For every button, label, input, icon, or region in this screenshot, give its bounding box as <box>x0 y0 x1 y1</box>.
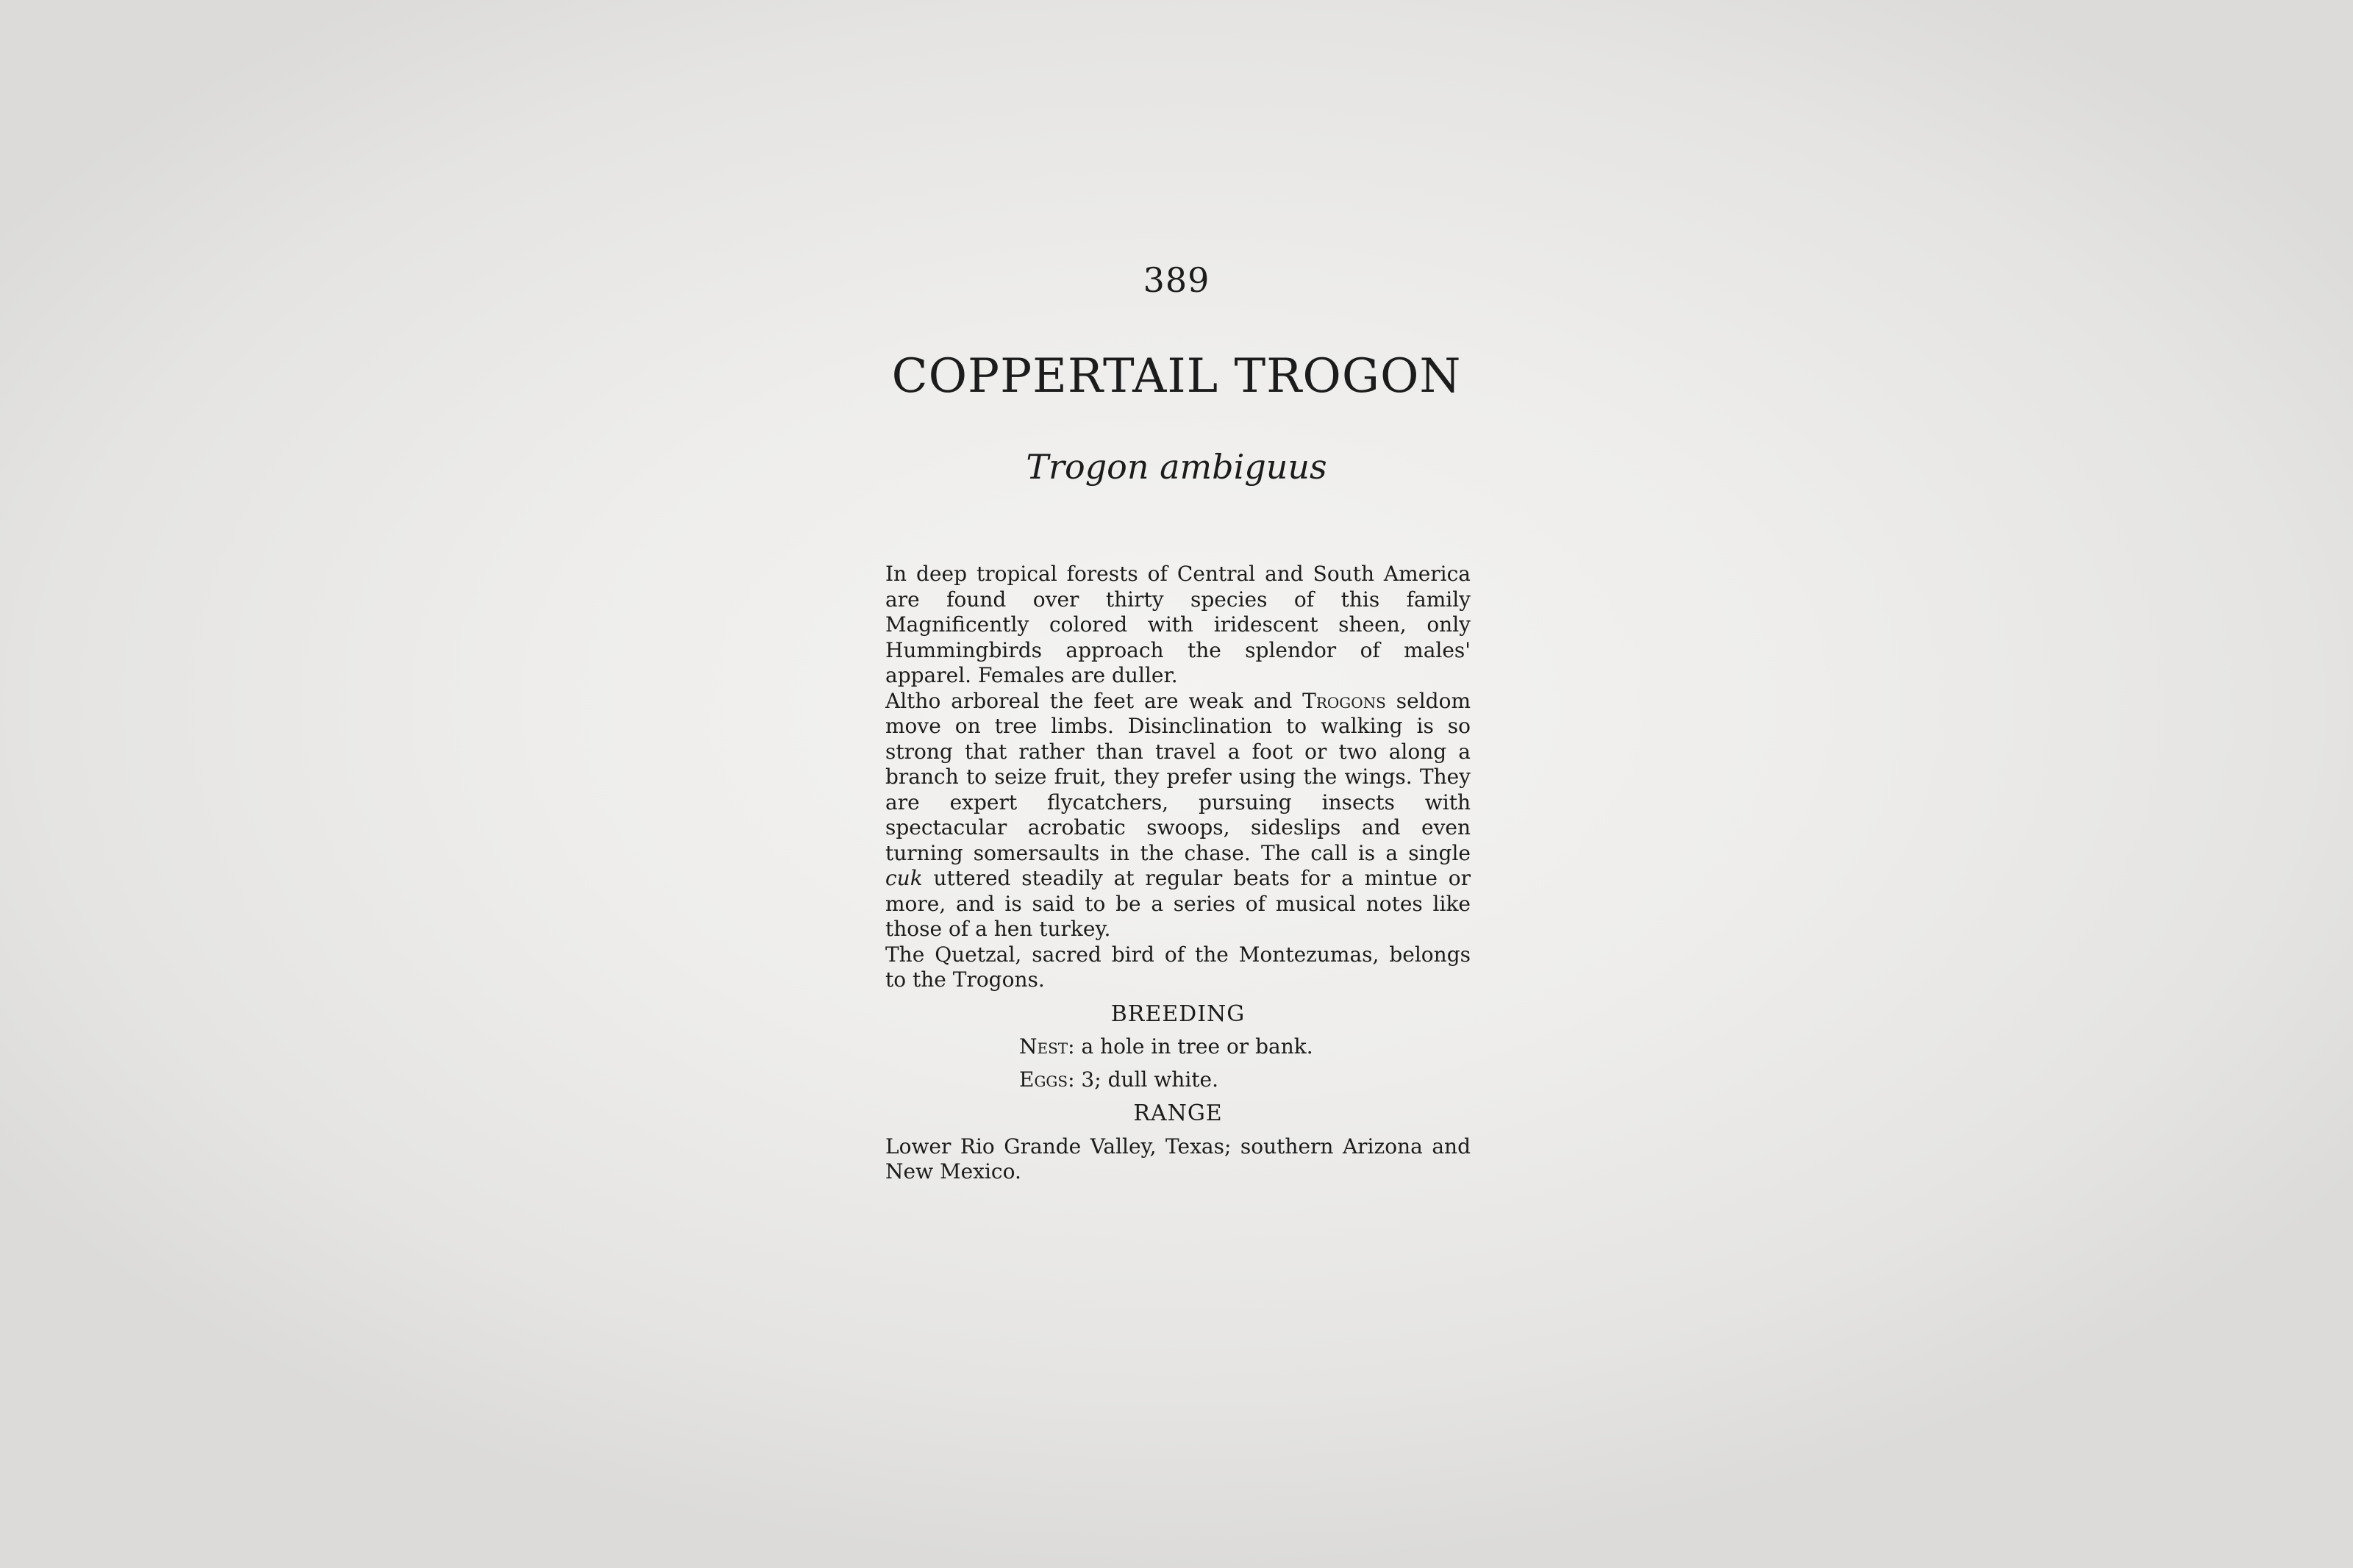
nest-line <box>1019 1034 1471 1060</box>
paragraph-behavior-part2: seldom move on tree limbs. Disinclination to walking is so strong that rather than travel a foot or two along a branch to seize fruit, they prefer using the wings. They are expert flycatchers, pursuing insects with spectacular acrobatic swoops, sideslips and even turning somersaults in the chase. The call is a single <box>885 688 1471 865</box>
range-text: Lower Rio Grande Valley, Texas; southern Arizona and New Mexico. <box>885 1134 1471 1184</box>
nest-value: : a hole in tree or bank. <box>1068 1034 1313 1059</box>
call-word-italic: cuk <box>885 866 923 890</box>
scientific-name: Trogon ambiguus <box>1026 447 1327 487</box>
breeding-heading: BREEDING <box>1110 1000 1246 1027</box>
eggs-label: Eggs <box>1019 1067 1068 1092</box>
trogons-small-caps: Trogons <box>1302 688 1386 713</box>
nest-label: Nest <box>1019 1034 1068 1059</box>
species-description <box>885 562 1471 1185</box>
paragraph-quetzal: The Quetzal, sacred bird of the Montezumas, belongs to the Trogons. <box>885 942 1471 992</box>
eggs-line <box>1019 1067 1471 1093</box>
page-number: 389 <box>1143 260 1210 300</box>
paragraph-behavior-part1: Altho arboreal the feet are weak and <box>885 688 1293 713</box>
page-title: COPPERTAIL TROGON <box>891 349 1462 404</box>
range-heading: RANGE <box>1133 1100 1223 1126</box>
paragraph-intro: In deep tropical forests of Central and South America are found over thirty species of this family Magnificently colored with iridescent sheen, only Hummingbirds approach the splendor of males' apparel. Females are duller. <box>885 562 1471 687</box>
eggs-value: : 3; dull white. <box>1068 1067 1219 1092</box>
paragraph-behavior-part3: uttered steadily at regular beats for a mintue or more, and is said to be a series of musical notes like those of a hen turkey. <box>885 866 1471 941</box>
paragraph-behavior <box>885 689 1471 942</box>
